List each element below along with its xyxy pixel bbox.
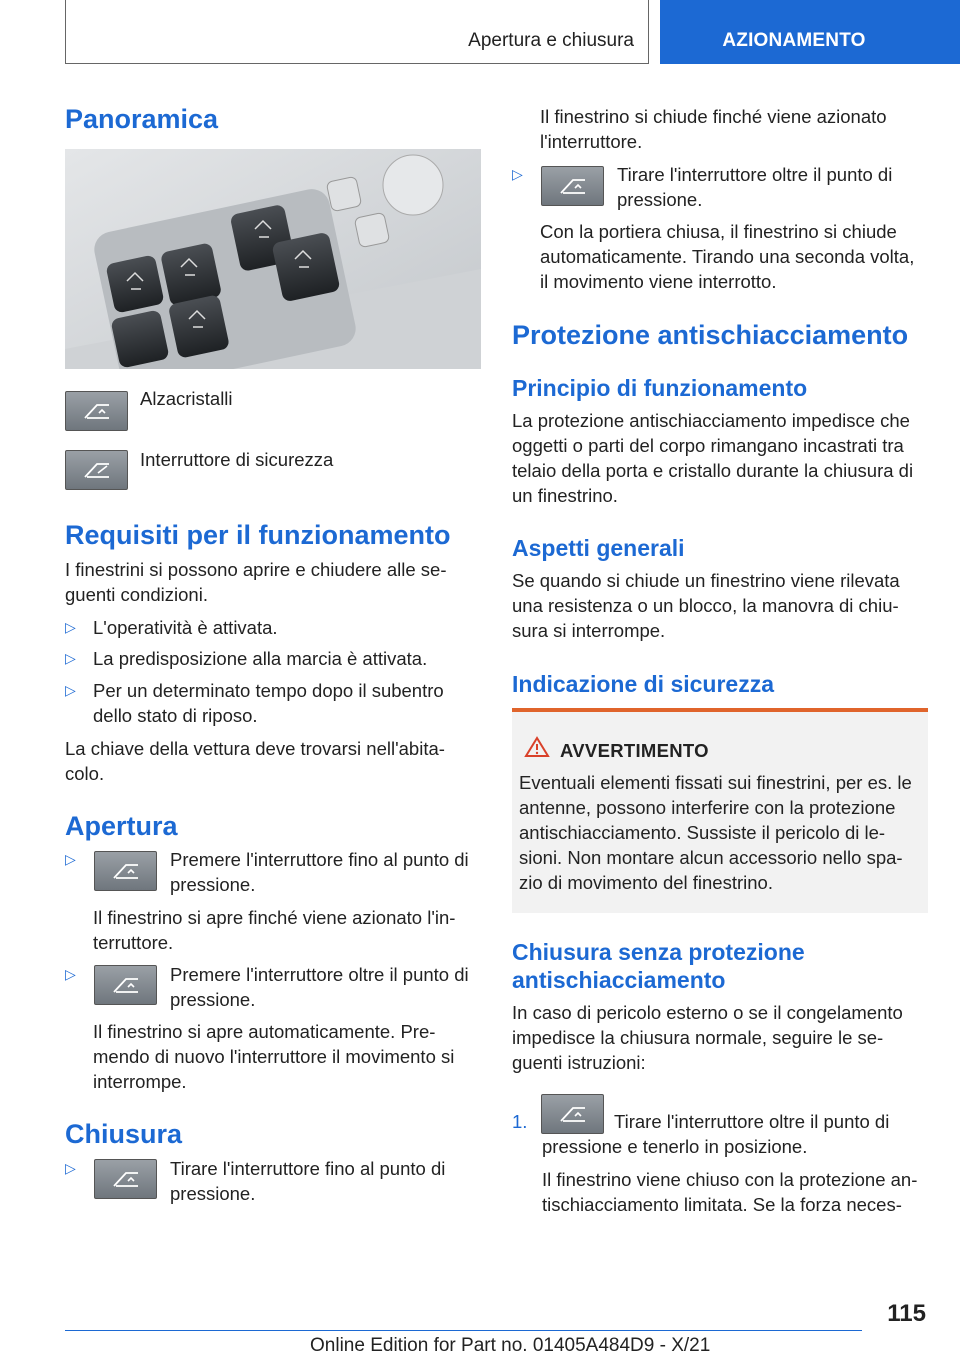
apertura-step-1: Premere l'interruttore fino al punto di pressione. xyxy=(170,849,469,895)
window-switch-icon xyxy=(65,391,128,431)
footer-divider xyxy=(65,1330,862,1331)
step-1-line2: pressione e tenerlo in posizione. xyxy=(542,1136,808,1157)
apertura-step-2: Premere l'interruttore oltre il punto di pressione. xyxy=(170,964,469,1010)
safety-switch-icon xyxy=(65,450,128,490)
heading-requisiti: Requisiti per il funzionamento xyxy=(65,520,451,550)
requisiti-item: La predisposizione alla marcia è attivata. xyxy=(93,648,428,669)
warning-triangle-icon xyxy=(524,736,550,758)
window-switch-icon xyxy=(94,1159,157,1199)
principio-text: La protezione antischiacciamento impedisce che oggetti o parti del corpo rimangano incastrati tra telaio della porta e cristallo durante la chiusura di un finestrino. xyxy=(512,410,914,506)
page-number: 115 xyxy=(887,1300,926,1327)
requisiti-item: Per un determinato tempo dopo il subentro dello stato di riposo. xyxy=(93,680,444,726)
bullet-triangle-icon: ▷ xyxy=(65,851,76,867)
header-chapter-label: AZIONAMENTO xyxy=(722,30,866,51)
heading-aspetti: Aspetti generali xyxy=(512,535,685,561)
apertura-step-2-result: Il finestrino si apre automaticamente. Pre- mendo di nuovo l'interruttore il movimento si interrompe. xyxy=(93,1021,455,1092)
requisiti-intro: I finestrini si possono aprire e chiudere alle se- guenti condizioni. xyxy=(65,559,447,605)
footer-edition: Online Edition for Part no. 01405A484D9 - X/21 xyxy=(310,1335,711,1356)
window-switch-icon xyxy=(94,851,157,891)
heading-panoramica: Panoramica xyxy=(65,104,219,134)
bullet-triangle-icon: ▷ xyxy=(65,619,76,635)
chiusura-senza-text: In caso di pericolo esterno o se il congelamento impedisce la chiusura normale, seguire le se- guenti istruzioni: xyxy=(512,1002,903,1073)
aspetti-text: Se quando si chiude un finestrino viene rilevata una resistenza o un blocco, la manovra di chiu- sura si interrompe. xyxy=(512,570,900,641)
window-switch-icon xyxy=(94,965,157,1005)
step-number: 1. xyxy=(512,1111,528,1132)
heading-indicazione: Indicazione di sicurezza xyxy=(512,671,775,697)
bullet-triangle-icon: ▷ xyxy=(65,650,76,666)
heading-principio: Principio di funzionamento xyxy=(512,375,808,401)
chiusura-step-1: Tirare l'interruttore fino al punto di pressione. xyxy=(170,1158,446,1204)
legend-interruttore-sicurezza: Interruttore di sicurezza xyxy=(140,449,334,470)
step-1-line1: Tirare l'interruttore oltre il punto di xyxy=(614,1111,890,1132)
heading-apertura: Apertura xyxy=(65,811,178,841)
header-section-box xyxy=(65,0,649,64)
warning-box xyxy=(512,708,928,913)
legend-alzacristalli: Alzacristalli xyxy=(140,388,233,409)
bullet-triangle-icon: ▷ xyxy=(65,966,76,982)
warning-text: Eventuali elementi fissati sui finestrini, per es. le antenne, possono interferire con la protezione antischiacciamento. Sussiste il pericolo di le- sioni. Non montare alcun accessorio nello spa- zio di movimento del finestrino. xyxy=(519,772,912,893)
window-switch-icon xyxy=(541,166,604,206)
bullet-triangle-icon: ▷ xyxy=(65,682,76,698)
chiusura-step-2-result: Con la portiera chiusa, il finestrino si chiude automaticamente. Tirando una seconda volta, il movimento viene interrotto. xyxy=(540,221,915,292)
step-1-result: Il finestrino viene chiuso con la protezione an- tischiacciamento limitata. Se la forza neces- xyxy=(542,1169,918,1215)
chiusura-step-1-result: Il finestrino si chiude finché viene azionato l'interruttore. xyxy=(540,106,887,152)
heading-chiusura: Chiusura xyxy=(65,1119,183,1149)
requisiti-item: L'operatività è attivata. xyxy=(93,617,278,638)
header-chapter-tab[interactable] xyxy=(660,0,960,64)
heading-chiusura-senza: Chiusura senza protezione antischiacciamento xyxy=(512,939,805,993)
window-switch-icon xyxy=(541,1094,604,1134)
bullet-triangle-icon: ▷ xyxy=(65,1160,76,1176)
warning-title: AVVERTIMENTO xyxy=(560,740,709,761)
heading-protezione: Protezione antischiacciamento xyxy=(512,320,909,350)
header-section-title: Apertura e chiusura xyxy=(468,30,634,51)
window-switches-photo xyxy=(65,149,481,369)
apertura-step-1-result: Il finestrino si apre finché viene azionato l'in- terruttore. xyxy=(93,907,456,953)
requisiti-note: La chiave della vettura deve trovarsi nell'abita- colo. xyxy=(65,738,445,784)
bullet-triangle-icon: ▷ xyxy=(512,166,523,182)
chiusura-step-2: Tirare l'interruttore oltre il punto di pressione. xyxy=(617,164,893,210)
